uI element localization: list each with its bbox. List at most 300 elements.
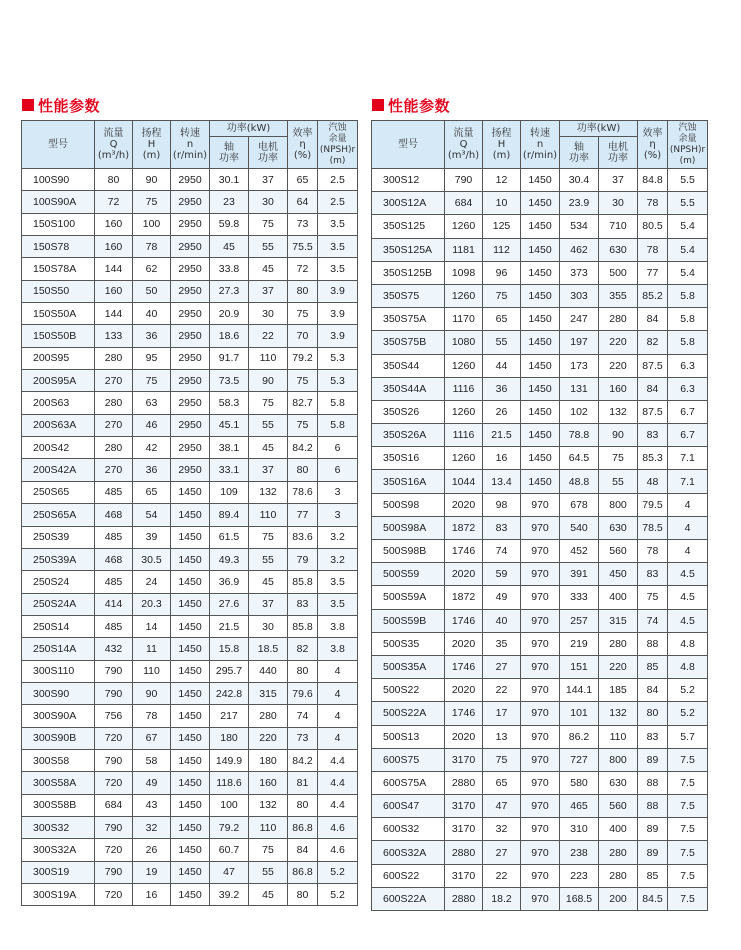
cell-flow: 485 — [95, 526, 133, 548]
cell-npsh: 3.5 — [318, 571, 358, 593]
cell-efficiency: 82 — [288, 638, 318, 660]
table-row — [22, 191, 358, 213]
table-row — [22, 816, 358, 838]
cell-motor-power: 55 — [249, 861, 288, 883]
cell-motor-power: 37 — [249, 169, 288, 191]
header-line: (m) — [142, 150, 161, 161]
cell-npsh: 5.2 — [668, 679, 708, 702]
cell-model: 250S39A — [22, 548, 95, 570]
table-row — [372, 516, 708, 539]
cell-speed: 1450 — [171, 727, 210, 749]
header-line: 流量 — [453, 128, 474, 139]
header-npsh — [318, 121, 358, 169]
cell-head: 26 — [483, 400, 521, 423]
cell-flow: 144 — [95, 258, 133, 280]
cell-shaft-power: 303 — [560, 284, 599, 307]
table-row — [22, 884, 358, 906]
cell-shaft-power: 197 — [560, 331, 599, 354]
header-line: (m) — [329, 155, 346, 166]
cell-speed: 1450 — [521, 308, 560, 331]
cell-model: 600S47 — [372, 795, 445, 818]
cell-motor-power: 75 — [249, 392, 288, 414]
cell-speed: 1450 — [171, 615, 210, 637]
header-head — [483, 121, 521, 169]
cell-model: 350S26A — [372, 424, 445, 447]
header-line: (NPSH)r — [319, 144, 356, 155]
table-row — [22, 258, 358, 280]
cell-flow: 2020 — [445, 679, 483, 702]
table-row — [372, 493, 708, 516]
cell-model: 200S95 — [22, 347, 95, 369]
cell-head: 36 — [133, 325, 171, 347]
cell-motor-power: 37 — [249, 280, 288, 302]
cell-speed: 1450 — [171, 861, 210, 883]
cell-speed: 1450 — [521, 284, 560, 307]
cell-npsh: 3.9 — [318, 280, 358, 302]
cell-head: 62 — [133, 258, 171, 280]
cell-npsh: 3.9 — [318, 303, 358, 325]
table-row — [22, 169, 358, 191]
cell-speed: 1450 — [521, 424, 560, 447]
header-efficiency — [638, 121, 668, 169]
cell-head: 75 — [133, 191, 171, 213]
cell-flow: 1181 — [445, 238, 483, 261]
cell-model: 150S100 — [22, 213, 95, 235]
header-line: η — [649, 139, 656, 150]
table-row — [22, 682, 358, 704]
performance-section-left — [21, 95, 357, 906]
cell-speed: 970 — [521, 795, 560, 818]
cell-shaft-power: 39.2 — [210, 884, 249, 906]
cell-motor-power: 400 — [599, 586, 638, 609]
header-npsh — [668, 121, 708, 169]
cell-shaft-power: 540 — [560, 516, 599, 539]
cell-shaft-power: 58.3 — [210, 392, 249, 414]
cell-npsh: 5.7 — [668, 725, 708, 748]
cell-npsh: 4.5 — [668, 563, 708, 586]
cell-head: 18.2 — [483, 887, 521, 910]
cell-speed: 1450 — [521, 400, 560, 423]
header-line: 汽蚀 — [328, 122, 347, 133]
cell-efficiency: 89 — [638, 748, 668, 771]
cell-head: 65 — [483, 771, 521, 794]
cell-efficiency: 89 — [638, 818, 668, 841]
cell-motor-power: 355 — [599, 284, 638, 307]
table-row — [22, 660, 358, 682]
cell-speed: 1450 — [521, 215, 560, 238]
cell-npsh: 4.4 — [318, 749, 358, 771]
cell-speed: 1450 — [521, 261, 560, 284]
cell-efficiency: 74 — [288, 705, 318, 727]
cell-head: 112 — [483, 238, 521, 261]
cell-head: 13 — [483, 725, 521, 748]
cell-shaft-power: 180 — [210, 727, 249, 749]
cell-speed: 2950 — [171, 236, 210, 258]
table-row — [372, 679, 708, 702]
cell-shaft-power: 118.6 — [210, 772, 249, 794]
cell-npsh: 3 — [318, 504, 358, 526]
performance-table — [21, 120, 358, 906]
cell-shaft-power: 45.1 — [210, 414, 249, 436]
cell-speed: 1450 — [171, 660, 210, 682]
cell-speed: 970 — [521, 655, 560, 678]
cell-shaft-power: 168.5 — [560, 887, 599, 910]
table-row — [372, 192, 708, 215]
cell-model: 500S59B — [372, 609, 445, 632]
header-line: (%) — [293, 150, 312, 161]
cell-motor-power: 37 — [249, 459, 288, 481]
cell-npsh: 3.2 — [318, 526, 358, 548]
cell-npsh: 5.5 — [668, 169, 708, 192]
cell-model: 150S50A — [22, 303, 95, 325]
cell-npsh: 5.8 — [668, 331, 708, 354]
cell-head: 49 — [483, 586, 521, 609]
cell-head: 21.5 — [483, 424, 521, 447]
cell-head: 11 — [133, 638, 171, 660]
table-row — [372, 632, 708, 655]
table-row — [22, 437, 358, 459]
cell-efficiency: 70 — [288, 325, 318, 347]
cell-speed: 970 — [521, 748, 560, 771]
cell-model: 500S98A — [372, 516, 445, 539]
header-line: 余量 — [328, 133, 347, 144]
cell-efficiency: 85.2 — [638, 284, 668, 307]
cell-efficiency: 78.6 — [288, 481, 318, 503]
cell-shaft-power: 102 — [560, 400, 599, 423]
cell-flow: 720 — [95, 839, 133, 861]
table-row — [22, 504, 358, 526]
cell-speed: 1450 — [171, 794, 210, 816]
header-line: H — [147, 139, 156, 150]
cell-motor-power: 110 — [599, 725, 638, 748]
cell-head: 12 — [483, 169, 521, 192]
cell-flow: 1260 — [445, 354, 483, 377]
cell-flow: 1098 — [445, 261, 483, 284]
cell-npsh: 4.6 — [318, 839, 358, 861]
table-row — [22, 236, 358, 258]
cell-model: 500S35 — [372, 632, 445, 655]
cell-speed: 970 — [521, 818, 560, 841]
header-shaft-power — [210, 137, 249, 169]
table-row — [22, 861, 358, 883]
table-row — [372, 238, 708, 261]
table-row — [372, 540, 708, 563]
cell-motor-power: 110 — [249, 816, 288, 838]
cell-head: 22 — [483, 679, 521, 702]
cell-speed: 970 — [521, 841, 560, 864]
header-line: 功率 — [219, 152, 239, 164]
cell-model: 250S24 — [22, 571, 95, 593]
cell-efficiency: 84.2 — [288, 437, 318, 459]
cell-npsh: 6 — [318, 437, 358, 459]
cell-shaft-power: 23.9 — [560, 192, 599, 215]
cell-motor-power: 18.5 — [249, 638, 288, 660]
cell-model: 250S14A — [22, 638, 95, 660]
cell-flow: 1170 — [445, 308, 483, 331]
cell-speed: 1450 — [171, 682, 210, 704]
cell-flow: 720 — [95, 884, 133, 906]
cell-model: 150S50B — [22, 325, 95, 347]
cell-flow: 1080 — [445, 331, 483, 354]
header-model: 型号 — [372, 121, 445, 169]
cell-shaft-power: 78.8 — [560, 424, 599, 447]
cell-efficiency: 75 — [638, 586, 668, 609]
cell-efficiency: 83 — [638, 725, 668, 748]
cell-motor-power: 630 — [599, 771, 638, 794]
section-title-text: 性能参数 — [388, 96, 451, 115]
cell-shaft-power: 100 — [210, 794, 249, 816]
cell-head: 95 — [133, 347, 171, 369]
cell-shaft-power: 242.8 — [210, 682, 249, 704]
cell-flow: 485 — [95, 571, 133, 593]
cell-model: 600S32 — [372, 818, 445, 841]
cell-head: 40 — [483, 609, 521, 632]
cell-model: 150S50 — [22, 280, 95, 302]
cell-head: 54 — [133, 504, 171, 526]
cell-speed: 1450 — [171, 481, 210, 503]
cell-speed: 970 — [521, 540, 560, 563]
cell-shaft-power: 310 — [560, 818, 599, 841]
header-line: (m³/h) — [447, 150, 480, 161]
cell-model: 350S26 — [372, 400, 445, 423]
cell-model: 500S98 — [372, 493, 445, 516]
cell-motor-power: 132 — [599, 702, 638, 725]
cell-npsh: 5.5 — [668, 192, 708, 215]
cell-npsh: 4.4 — [318, 794, 358, 816]
cell-head: 83 — [483, 516, 521, 539]
cell-shaft-power: 149.9 — [210, 749, 249, 771]
cell-npsh: 3.5 — [318, 258, 358, 280]
cell-efficiency: 80 — [288, 660, 318, 682]
cell-shaft-power: 33.8 — [210, 258, 249, 280]
cell-flow: 3170 — [445, 818, 483, 841]
cell-npsh: 5.8 — [668, 284, 708, 307]
cell-efficiency: 81 — [288, 772, 318, 794]
cell-efficiency: 87.5 — [638, 400, 668, 423]
cell-flow: 756 — [95, 705, 133, 727]
cell-flow: 432 — [95, 638, 133, 660]
cell-shaft-power: 678 — [560, 493, 599, 516]
cell-npsh: 2.5 — [318, 169, 358, 191]
cell-speed: 1450 — [171, 772, 210, 794]
table-row — [372, 354, 708, 377]
cell-speed: 970 — [521, 725, 560, 748]
cell-motor-power: 110 — [249, 347, 288, 369]
cell-shaft-power: 91.7 — [210, 347, 249, 369]
cell-npsh: 3.5 — [318, 593, 358, 615]
cell-npsh: 5.4 — [668, 238, 708, 261]
header-line: (r/min) — [522, 150, 558, 161]
cell-efficiency: 75 — [288, 370, 318, 392]
cell-motor-power: 45 — [249, 571, 288, 593]
cell-motor-power: 75 — [249, 839, 288, 861]
cell-motor-power: 500 — [599, 261, 638, 284]
cell-flow: 1260 — [445, 400, 483, 423]
header-line: (NPSH)r — [669, 144, 706, 155]
cell-npsh: 3.5 — [318, 213, 358, 235]
table-row — [372, 864, 708, 887]
cell-head: 42 — [133, 437, 171, 459]
cell-head: 26 — [133, 839, 171, 861]
cell-efficiency: 85 — [638, 655, 668, 678]
cell-model: 600S22 — [372, 864, 445, 887]
cell-shaft-power: 30.1 — [210, 169, 249, 191]
cell-motor-power: 37 — [249, 593, 288, 615]
cell-head: 65 — [483, 308, 521, 331]
section-title-text: 性能参数 — [38, 96, 101, 115]
cell-model: 300S58B — [22, 794, 95, 816]
cell-shaft-power: 217 — [210, 705, 249, 727]
cell-shaft-power: 452 — [560, 540, 599, 563]
cell-motor-power: 90 — [599, 424, 638, 447]
cell-efficiency: 84 — [638, 308, 668, 331]
cell-head: 46 — [133, 414, 171, 436]
cell-speed: 2950 — [171, 414, 210, 436]
cell-motor-power: 37 — [599, 169, 638, 192]
cell-head: 47 — [483, 795, 521, 818]
table-row — [372, 284, 708, 307]
cell-flow: 790 — [95, 749, 133, 771]
header-line: 转速 — [180, 128, 200, 139]
cell-motor-power: 110 — [249, 504, 288, 526]
cell-npsh: 7.5 — [668, 748, 708, 771]
cell-efficiency: 80 — [288, 884, 318, 906]
cell-npsh: 5.4 — [668, 215, 708, 238]
table-row — [372, 841, 708, 864]
cell-shaft-power: 465 — [560, 795, 599, 818]
cell-model: 500S22 — [372, 679, 445, 702]
cell-flow: 790 — [95, 861, 133, 883]
cell-speed: 970 — [521, 516, 560, 539]
cell-motor-power: 200 — [599, 887, 638, 910]
header-head — [133, 121, 171, 169]
cell-npsh: 6.3 — [668, 354, 708, 377]
cell-head: 65 — [133, 481, 171, 503]
cell-shaft-power: 534 — [560, 215, 599, 238]
cell-efficiency: 83.6 — [288, 526, 318, 548]
cell-motor-power: 132 — [249, 794, 288, 816]
cell-flow: 1746 — [445, 702, 483, 725]
cell-motor-power: 630 — [599, 516, 638, 539]
cell-npsh: 3.8 — [318, 615, 358, 637]
cell-speed: 1450 — [171, 571, 210, 593]
cell-motor-power: 75 — [249, 213, 288, 235]
cell-head: 20.3 — [133, 593, 171, 615]
cell-shaft-power: 580 — [560, 771, 599, 794]
header-line: 功率 — [258, 152, 278, 164]
cell-npsh: 4 — [318, 727, 358, 749]
cell-flow: 1872 — [445, 516, 483, 539]
cell-speed: 1450 — [171, 593, 210, 615]
red-square-icon — [372, 99, 384, 111]
cell-model: 600S75A — [372, 771, 445, 794]
cell-model: 300S90A — [22, 705, 95, 727]
cell-shaft-power: 391 — [560, 563, 599, 586]
cell-shaft-power: 47 — [210, 861, 249, 883]
cell-flow: 2020 — [445, 493, 483, 516]
cell-efficiency: 80 — [288, 280, 318, 302]
cell-motor-power: 55 — [249, 414, 288, 436]
cell-motor-power: 560 — [599, 540, 638, 563]
cell-model: 350S75A — [372, 308, 445, 331]
cell-flow: 1872 — [445, 586, 483, 609]
cell-motor-power: 75 — [599, 447, 638, 470]
header-shaft-power — [560, 137, 599, 169]
cell-flow: 2880 — [445, 841, 483, 864]
cell-speed: 970 — [521, 702, 560, 725]
cell-flow: 1116 — [445, 377, 483, 400]
cell-flow: 160 — [95, 213, 133, 235]
cell-npsh: 6.7 — [668, 400, 708, 423]
cell-npsh: 4 — [318, 660, 358, 682]
cell-motor-power: 710 — [599, 215, 638, 238]
cell-head: 39 — [133, 526, 171, 548]
cell-head: 17 — [483, 702, 521, 725]
cell-motor-power: 220 — [599, 655, 638, 678]
cell-efficiency: 84.5 — [638, 887, 668, 910]
cell-speed: 970 — [521, 493, 560, 516]
cell-model: 500S22A — [372, 702, 445, 725]
cell-npsh: 5.3 — [318, 370, 358, 392]
header-line: (m³/h) — [97, 150, 130, 161]
header-motor-power — [599, 137, 638, 169]
cell-motor-power: 280 — [599, 632, 638, 655]
cell-flow: 1746 — [445, 655, 483, 678]
cell-npsh: 7.1 — [668, 470, 708, 493]
cell-model: 500S13 — [372, 725, 445, 748]
cell-npsh: 3 — [318, 481, 358, 503]
cell-model: 500S98B — [372, 540, 445, 563]
cell-npsh: 7.5 — [668, 887, 708, 910]
header-line: η — [299, 139, 306, 150]
cell-flow: 160 — [95, 236, 133, 258]
cell-npsh: 7.5 — [668, 841, 708, 864]
cell-speed: 1450 — [521, 192, 560, 215]
cell-flow: 2880 — [445, 887, 483, 910]
cell-efficiency: 73 — [288, 727, 318, 749]
header-line: 功率 — [569, 152, 589, 164]
cell-model: 200S63 — [22, 392, 95, 414]
cell-motor-power: 55 — [249, 548, 288, 570]
cell-model: 300S12A — [372, 192, 445, 215]
cell-flow: 1260 — [445, 284, 483, 307]
cell-efficiency: 48 — [638, 470, 668, 493]
cell-head: 90 — [133, 682, 171, 704]
table-row — [22, 303, 358, 325]
cell-shaft-power: 101 — [560, 702, 599, 725]
table-row — [22, 638, 358, 660]
cell-motor-power: 315 — [599, 609, 638, 632]
cell-speed: 1450 — [171, 705, 210, 727]
cell-shaft-power: 219 — [560, 632, 599, 655]
header-line: 电机 — [608, 141, 628, 153]
cell-motor-power: 315 — [249, 682, 288, 704]
cell-npsh: 7.5 — [668, 864, 708, 887]
cell-shaft-power: 73.5 — [210, 370, 249, 392]
header-line: 余量 — [678, 133, 697, 144]
cell-motor-power: 630 — [599, 238, 638, 261]
cell-motor-power: 280 — [599, 308, 638, 331]
cell-speed: 2950 — [171, 280, 210, 302]
header-line: Q — [109, 139, 118, 150]
cell-model: 300S19 — [22, 861, 95, 883]
cell-flow: 485 — [95, 481, 133, 503]
cell-flow: 1746 — [445, 609, 483, 632]
cell-speed: 2950 — [171, 370, 210, 392]
table-row — [22, 526, 358, 548]
cell-npsh: 5.2 — [318, 861, 358, 883]
table-row — [372, 261, 708, 284]
